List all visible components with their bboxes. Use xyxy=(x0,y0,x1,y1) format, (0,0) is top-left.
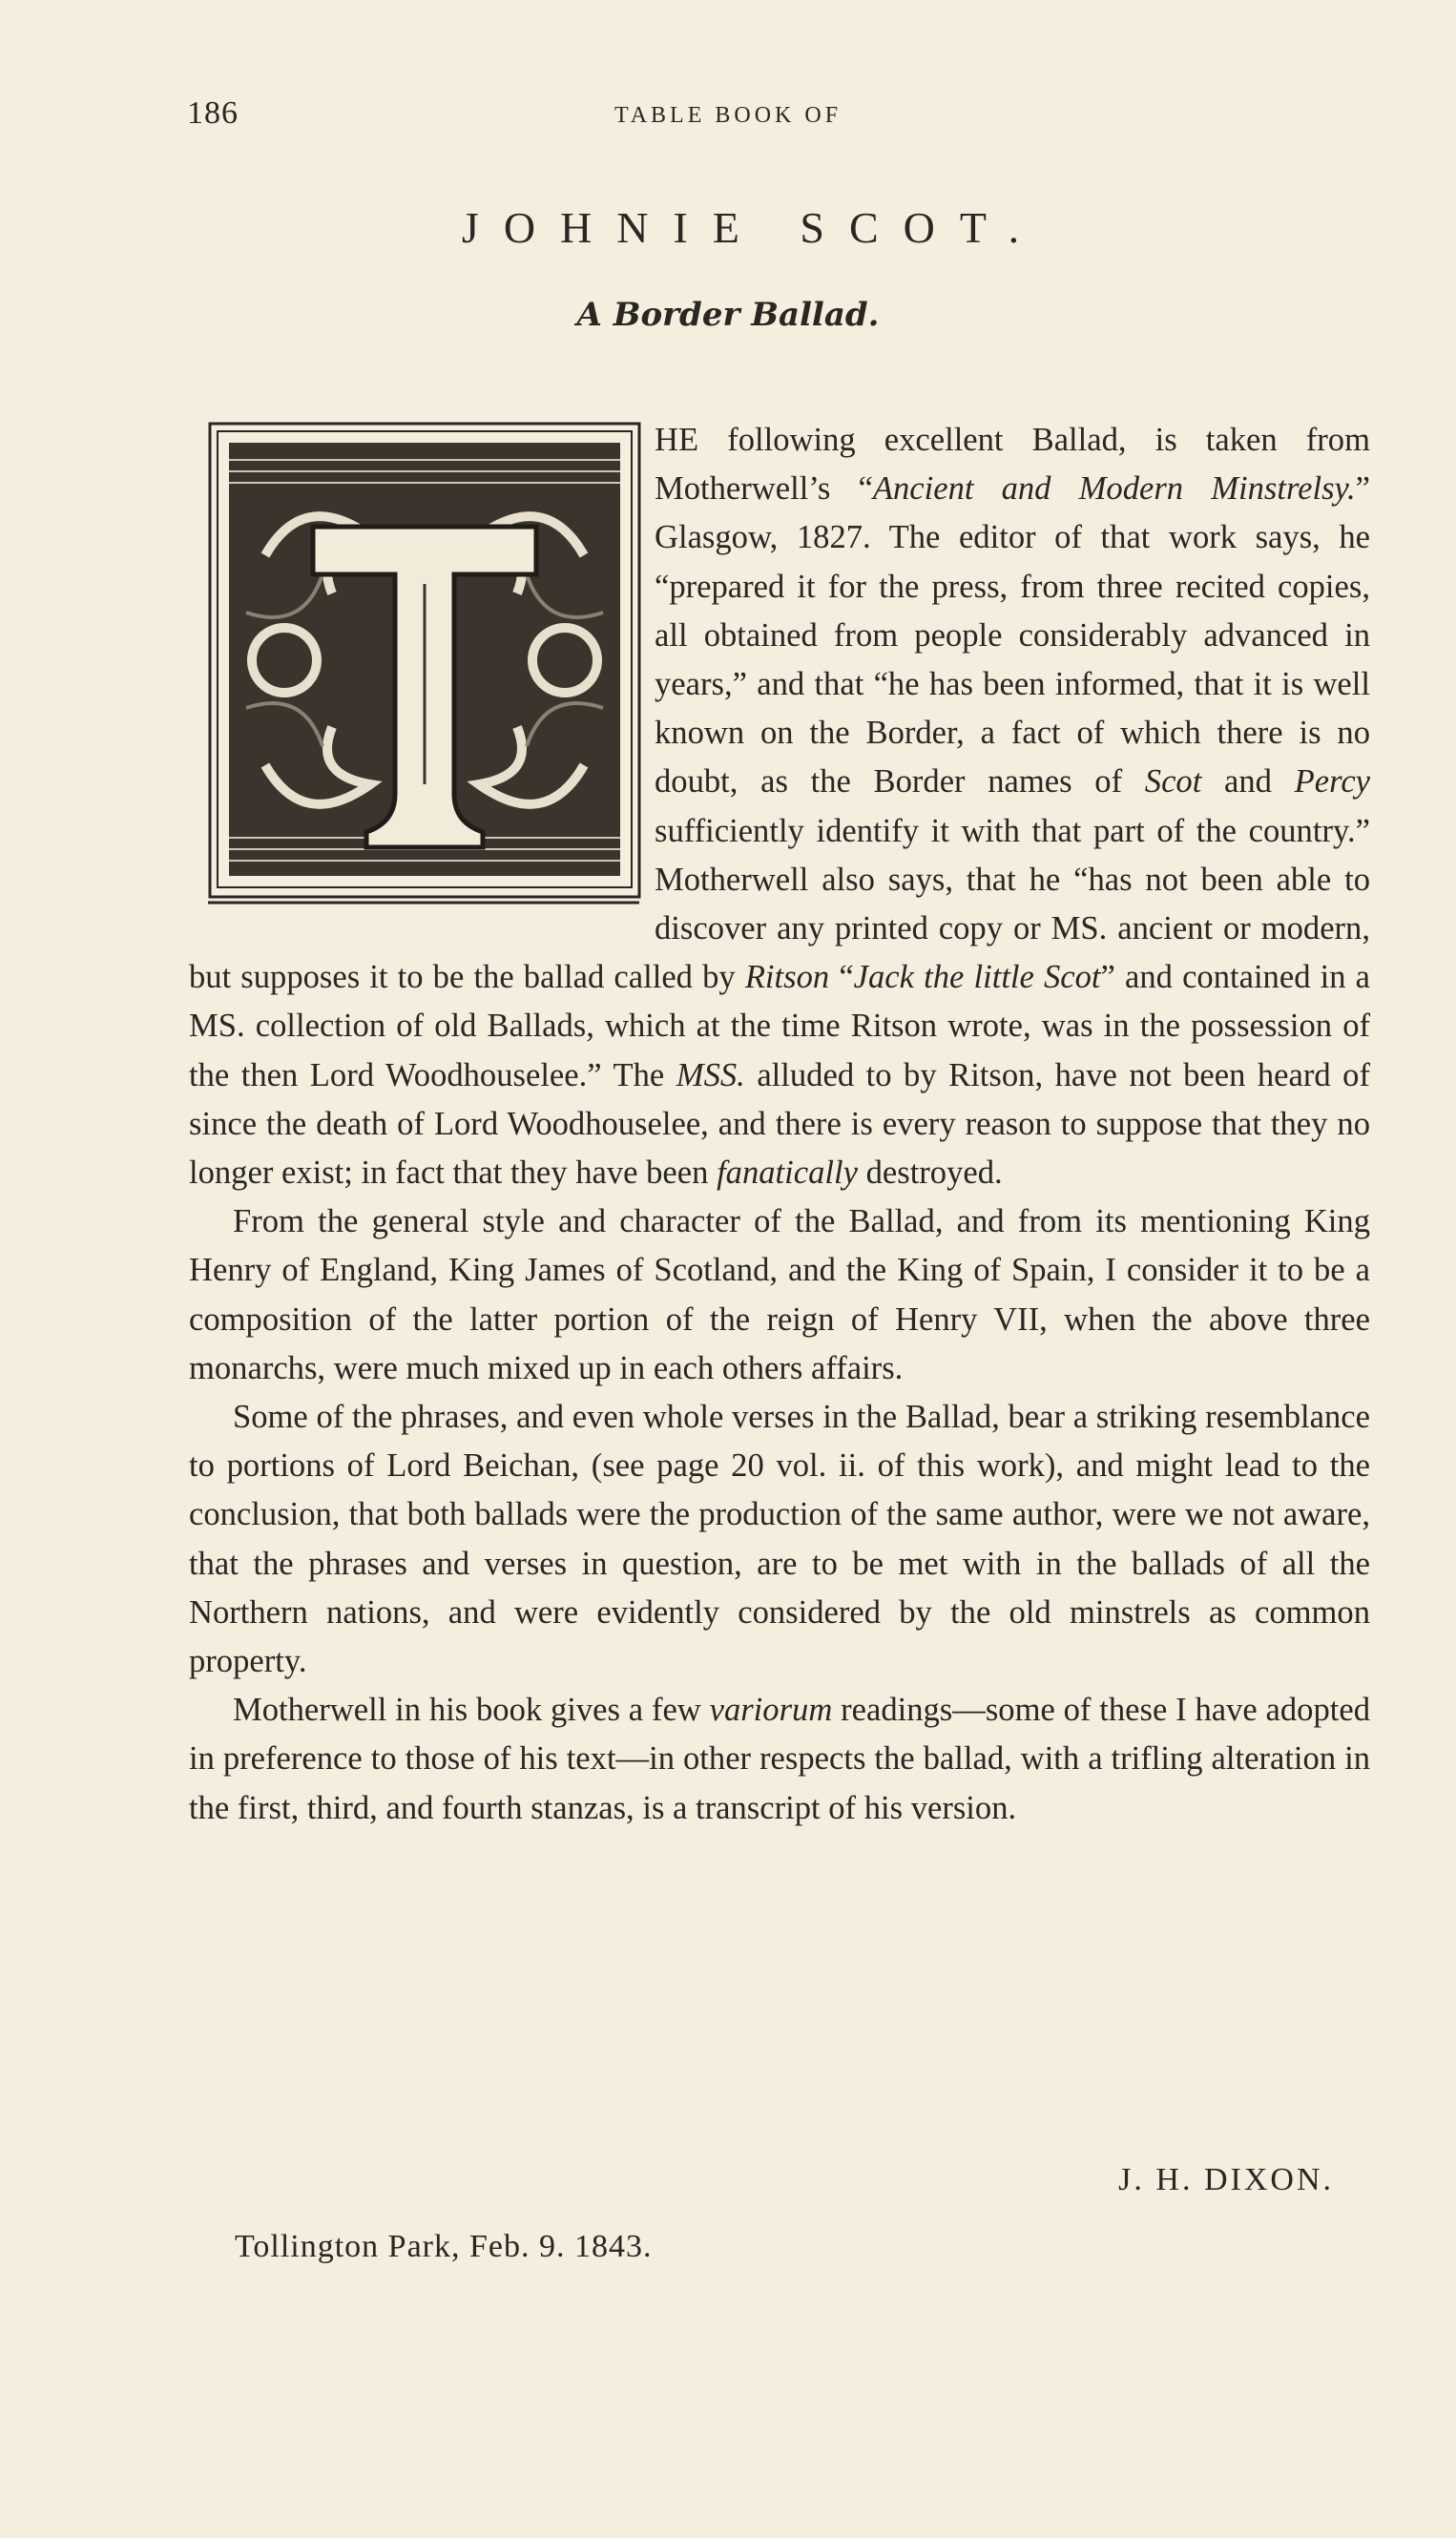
ballad-subtitle: A Border Ballad. xyxy=(576,296,880,334)
dateline: Tollington Park, Feb. 9. 1843. xyxy=(235,2229,653,2264)
page-number: 186 xyxy=(187,95,239,131)
paragraph-1: HE following excellent Ballad, is taken from Motherwell’s “Ancient and Modern Minstrelsy.” Glasgow, 1827. The editor of that work says, he “prepared it for the press, from three recited copies, all obtained from people considerably advanced in years,” and that “he has been informed, that it is well known on the Border, a fact of which there is no doubt, as the Border names of Scot and Percy sufficiently identify it with that part of the country.” Motherwell also says, that he “has not been able to discover any printed copy or MS. ancient or modern, but supposes it to be the ballad called by Ritson “Jack the little Scot” and contained in a MS. collection of old Ballads, which at the time Ritson wrote, was in the possession of the then Lord Woodhouselee.” The MSS. alluded to by Ritson, have not been heard of since the death of Lord Woodhouselee, and there is every reason to suppose that they no longer exist; in fact that they have been fanatically destroyed. xyxy=(189,422,1371,1192)
author-signature: J. H. DIXON. xyxy=(1118,2162,1334,2197)
italic-phrase: variorum xyxy=(709,1692,833,1729)
italic-phrase: MSS. xyxy=(676,1056,745,1093)
italic-phrase: Ancient and Modern Minstrelsy. xyxy=(872,470,1356,508)
italic-phrase: fanatically xyxy=(717,1155,858,1192)
italic-phrase: Percy xyxy=(1294,763,1371,801)
paragraph-4: Motherwell in his book gives a few variorum readings—some of these I have adopted in preference to those of his text—in other respects the ballad, with a trifling alteration in the first, third, and fourth stanzas, is a transcript of his version. xyxy=(189,1692,1370,1826)
paragraph-3: Some of the phrases, and even whole verses in the Ballad, bear a striking resemblance to portions of Lord Beichan, (see page 20 vol. ii. of this work), and might lead to the conclusion, that both ballads were the production of the same author, were we not aware, that the phrases and verses in question, are to be met with in the ballads of all the Northern nations, and were evidently considered by the old minstrels as common property. xyxy=(189,1399,1370,1680)
running-head: TABLE BOOK OF xyxy=(614,103,842,128)
ballad-title: JOHNIE SCOT. xyxy=(461,203,1045,252)
ornamental-initial-T-icon xyxy=(189,422,634,906)
paragraph-2: From the general style and character of the Ballad, and from its mentioning King Henry of England, King James of Scotland, and the King of Spain, I consider it to be a composition of the latter portion of the reign of Henry VII, when the above three monarchs, were much mixed up in each others affairs. xyxy=(189,1203,1370,1386)
italic-phrase: Jack the little Scot xyxy=(853,959,1101,996)
introduction-text xyxy=(189,416,1370,1833)
italic-phrase: Scot xyxy=(1144,763,1202,801)
italic-phrase: Ritson xyxy=(744,959,830,996)
